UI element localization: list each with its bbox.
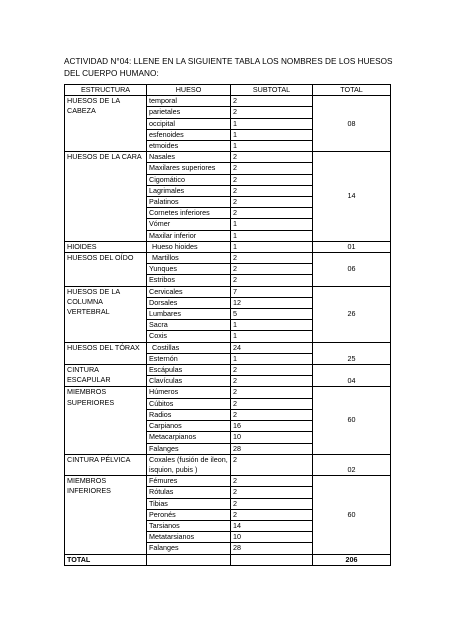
structure-cell: MIEMBROS SUPERIORES: [65, 387, 147, 454]
subtotal-cell: 2: [231, 487, 313, 498]
structure-cell: HUESOS DE LA CARA: [65, 152, 147, 242]
structure-cell: HUESOS DE LA COLUMNA VERTEBRAL: [65, 286, 147, 342]
bone-name-cell: Cigomático: [147, 174, 231, 185]
bone-name-cell: Carpianos: [147, 421, 231, 432]
subtotal-cell: 12: [231, 297, 313, 308]
bone-name-cell: Lumbares: [147, 309, 231, 320]
subtotal-cell: 1: [231, 230, 313, 241]
subtotal-cell: 2: [231, 398, 313, 409]
subtotal-cell: 24: [231, 342, 313, 353]
bone-name-cell: Dorsales: [147, 297, 231, 308]
subtotal-cell: 2: [231, 152, 313, 163]
bone-name-cell: etmoides: [147, 141, 231, 152]
subtotal-cell: 2: [231, 208, 313, 219]
subtotal-cell: 10: [231, 432, 313, 443]
bone-name-cell: esfenoides: [147, 129, 231, 140]
bone-name-cell: Nasales: [147, 152, 231, 163]
table-row: [65, 342, 391, 353]
structure-cell: HIOIDES: [65, 241, 147, 252]
group-total-cell: 01: [313, 241, 391, 252]
activity-heading: ACTIVIDAD N°04: LLENE EN LA SIGUIENTE TABLA LOS NOMBRES DE LOS HUESOS DEL CUERPO HUMANO:: [64, 57, 393, 78]
bone-name-cell: Cornetes inferiores: [147, 208, 231, 219]
group-total-cell: 08: [313, 96, 391, 152]
subtotal-cell: 1: [231, 141, 313, 152]
bone-name-cell: Fémures: [147, 476, 231, 487]
column-header-subtotal: SUBTOTAL: [231, 85, 313, 96]
subtotal-cell: 2: [231, 387, 313, 398]
group-total-cell: 04: [313, 365, 391, 387]
column-header-estructura: ESTRUCTURA: [65, 85, 147, 96]
bone-name-cell: Rótulas: [147, 487, 231, 498]
structure-cell: MIEMBROS INFERIORES: [65, 476, 147, 554]
subtotal-cell: 2: [231, 498, 313, 509]
bone-name-cell: Coxales (fusión de ileon, isquion, pubis ): [147, 454, 231, 475]
bone-name-cell: Radios: [147, 409, 231, 420]
subtotal-cell: 2: [231, 476, 313, 487]
bone-name-cell: Cúbitos: [147, 398, 231, 409]
subtotal-cell: 10: [231, 532, 313, 543]
subtotal-cell: 2: [231, 253, 313, 264]
bone-name-cell: Metacarpianos: [147, 432, 231, 443]
grand-total-label: TOTAL: [65, 554, 147, 565]
bone-name-cell: Clavículas: [147, 376, 231, 387]
table-row: [65, 454, 391, 475]
subtotal-cell: 2: [231, 376, 313, 387]
bone-name-cell: Palatinos: [147, 197, 231, 208]
grand-total-value: 206: [313, 554, 391, 565]
bone-name-cell: Cervicales: [147, 286, 231, 297]
bone-name-cell: Falanges: [147, 443, 231, 454]
bone-name-cell: Vómer: [147, 219, 231, 230]
table-row: [65, 241, 391, 252]
bone-name-cell: Martillos: [147, 253, 231, 264]
table-body: [65, 96, 391, 566]
bone-name-cell: Maxilares superiores: [147, 163, 231, 174]
bone-name-cell: occipital: [147, 118, 231, 129]
subtotal-cell: 1: [231, 118, 313, 129]
bone-name-cell: Falanges: [147, 543, 231, 554]
group-total-cell: 02: [313, 454, 391, 475]
bone-name-cell: Sacra: [147, 320, 231, 331]
bone-name-cell: temporal: [147, 96, 231, 107]
bone-name-cell: Lagrimales: [147, 185, 231, 196]
table-row: [65, 365, 391, 376]
bone-name-cell: Costillas: [147, 342, 231, 353]
subtotal-cell: 14: [231, 520, 313, 531]
table-row: [65, 152, 391, 163]
column-header-total: TOTAL: [313, 85, 391, 96]
bone-name-cell: Húmeros: [147, 387, 231, 398]
subtotal-cell: 16: [231, 421, 313, 432]
grand-total-row: [65, 554, 391, 565]
group-total-cell: 06: [313, 253, 391, 287]
bone-name-cell: Hueso hioides: [147, 241, 231, 252]
table-row: [65, 286, 391, 297]
subtotal-cell: 28: [231, 443, 313, 454]
group-total-cell: 14: [313, 152, 391, 242]
subtotal-cell: 1: [231, 320, 313, 331]
group-total-cell: 60: [313, 387, 391, 454]
subtotal-cell: 2: [231, 275, 313, 286]
bone-name-cell: Estribos: [147, 275, 231, 286]
table-row: [65, 253, 391, 264]
subtotal-cell: 2: [231, 185, 313, 196]
subtotal-cell: 2: [231, 107, 313, 118]
subtotal-cell: 7: [231, 286, 313, 297]
bone-name-cell: parietales: [147, 107, 231, 118]
subtotal-cell: 2: [231, 365, 313, 376]
subtotal-cell: 2: [231, 509, 313, 520]
subtotal-cell: 2: [231, 96, 313, 107]
structure-cell: HUESOS DEL OÍDO: [65, 253, 147, 287]
subtotal-cell: 1: [231, 353, 313, 364]
subtotal-cell: 2: [231, 409, 313, 420]
structure-cell: HUESOS DE LA CABEZA: [65, 96, 147, 152]
table-row: [65, 476, 391, 487]
table-header-row: [65, 85, 391, 96]
group-total-cell: 25: [313, 342, 391, 364]
table-row: [65, 387, 391, 398]
empty-cell: [231, 554, 313, 565]
subtotal-cell: 1: [231, 129, 313, 140]
bone-name-cell: Peronés: [147, 509, 231, 520]
subtotal-cell: 2: [231, 197, 313, 208]
subtotal-cell: 1: [231, 241, 313, 252]
subtotal-cell: 2: [231, 454, 313, 475]
subtotal-cell: 1: [231, 219, 313, 230]
subtotal-cell: 5: [231, 309, 313, 320]
subtotal-cell: 2: [231, 174, 313, 185]
group-total-cell: 60: [313, 476, 391, 554]
bone-name-cell: Maxilar inferior: [147, 230, 231, 241]
bone-name-cell: Coxis: [147, 331, 231, 342]
bone-name-cell: Escápulas: [147, 365, 231, 376]
empty-cell: [147, 554, 231, 565]
structure-cell: HUESOS DEL TÓRAX: [65, 342, 147, 364]
subtotal-cell: 28: [231, 543, 313, 554]
bone-name-cell: Yunques: [147, 264, 231, 275]
bone-name-cell: Metatarsianos: [147, 532, 231, 543]
bone-name-cell: Tibias: [147, 498, 231, 509]
bone-name-cell: Esternón: [147, 353, 231, 364]
subtotal-cell: 2: [231, 264, 313, 275]
structure-cell: CINTURA ESCAPULAR: [65, 365, 147, 387]
group-total-cell: 26: [313, 286, 391, 342]
subtotal-cell: 1: [231, 331, 313, 342]
subtotal-cell: 2: [231, 163, 313, 174]
table-row: [65, 96, 391, 107]
column-header-hueso: HUESO: [147, 85, 231, 96]
bones-table: [64, 84, 391, 566]
bone-name-cell: Tarsianos: [147, 520, 231, 531]
structure-cell: CINTURA PÉLVICA: [65, 454, 147, 475]
